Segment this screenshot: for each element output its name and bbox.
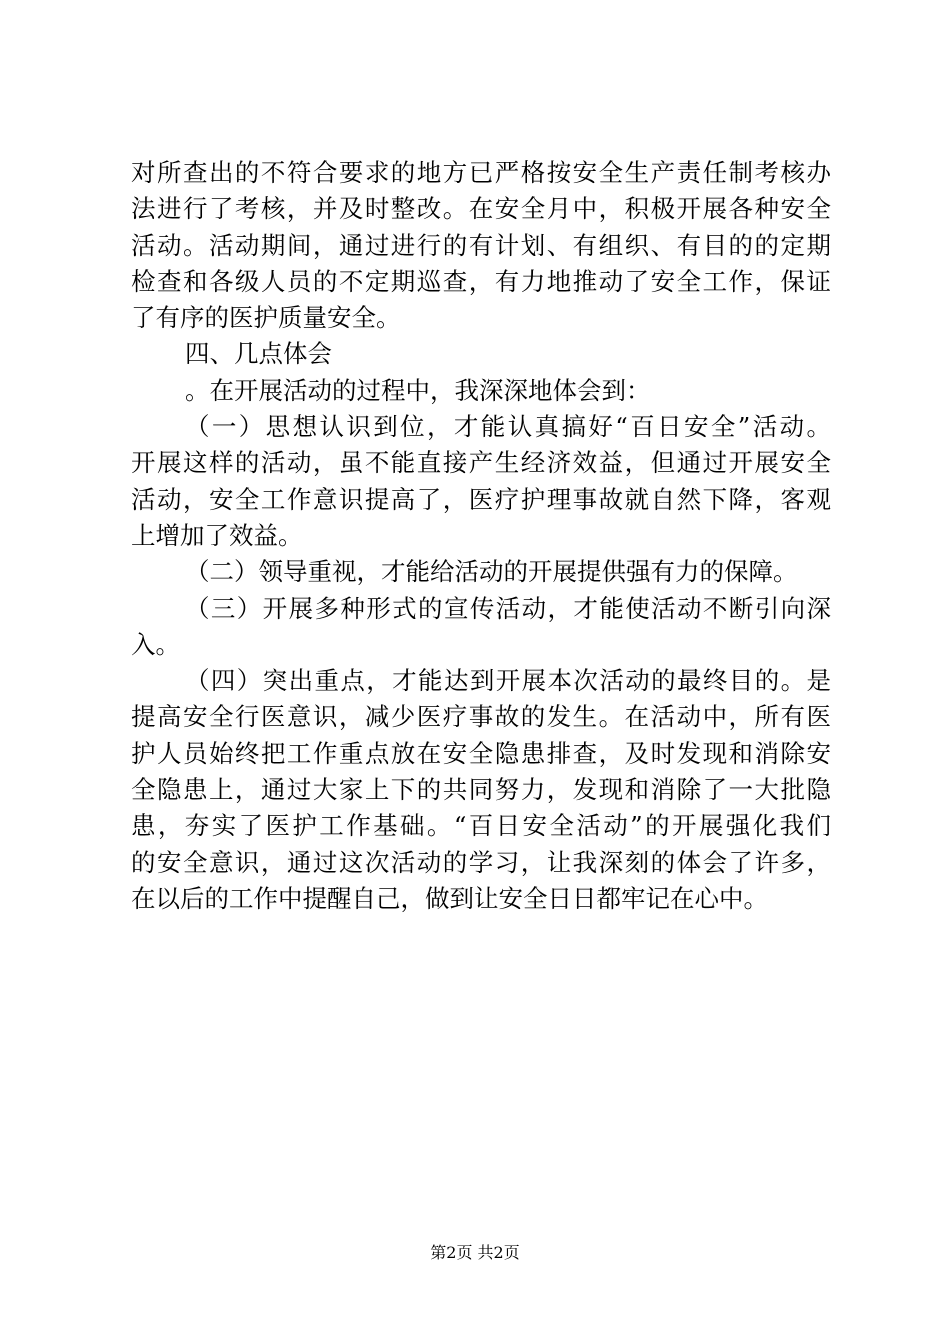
body-text — [131, 155, 831, 917]
text-line: 对所查出的不符合要求的地方已严格按安全生产责任制考核办 — [131, 158, 831, 187]
text-line: 开展这样的活动，虽不能直接产生经济效益，但通过开展安全 — [131, 448, 831, 478]
text-line: 在以后的工作中提醒自己，做到让安全日日都牢记在心中。 — [131, 883, 768, 913]
text-line: 护人员始终把工作重点放在安全隐患排查，及时发现和消除安 — [131, 738, 831, 768]
text-line: 。在开展活动的过程中，我深深地体会到： — [185, 375, 651, 405]
text-line: 的安全意识，通过这次活动的学习，让我深刻的体会了许多， — [131, 847, 831, 877]
text-line: 患，夯实了医护工作基础。“百日安全活动”的开展强化我们 — [131, 811, 831, 841]
page-footer: 第2页 共2页 — [430, 1243, 520, 1262]
text-line: （四）突出重点，才能达到开展本次活动的最终目的。是 — [185, 666, 831, 696]
text-line: （二）领导重视，才能给活动的开展提供强有力的保障。 — [185, 557, 798, 587]
text-line: 全隐患上，通过大家上下的共同努力，发现和消除了一大批隐 — [131, 775, 831, 805]
text-line: 法进行了考核，并及时整改。在安全月中，积极开展各种安全 — [131, 194, 831, 224]
text-line: 了有序的医护质量安全。 — [131, 303, 401, 333]
text-line: 入。 — [131, 629, 180, 659]
text-line: 活动，安全工作意识提高了，医疗护理事故就自然下降，客观 — [131, 484, 831, 514]
text-line: 四、几点体会 — [185, 339, 332, 369]
text-line: （一）思想认识到位，才能认真搞好“百日安全”活动。 — [185, 412, 831, 442]
text-line: 提高安全行医意识，减少医疗事故的发生。在活动中，所有医 — [131, 702, 831, 732]
text-line: 上增加了效益。 — [131, 520, 303, 550]
text-line: （三）开展多种形式的宣传活动，才能使活动不断引向深 — [185, 593, 831, 623]
text-line: 检查和各级人员的不定期巡查，有力地推动了安全工作，保证 — [131, 266, 831, 296]
text-line: 活动。活动期间，通过进行的有计划、有组织、有目的的定期 — [131, 230, 831, 260]
